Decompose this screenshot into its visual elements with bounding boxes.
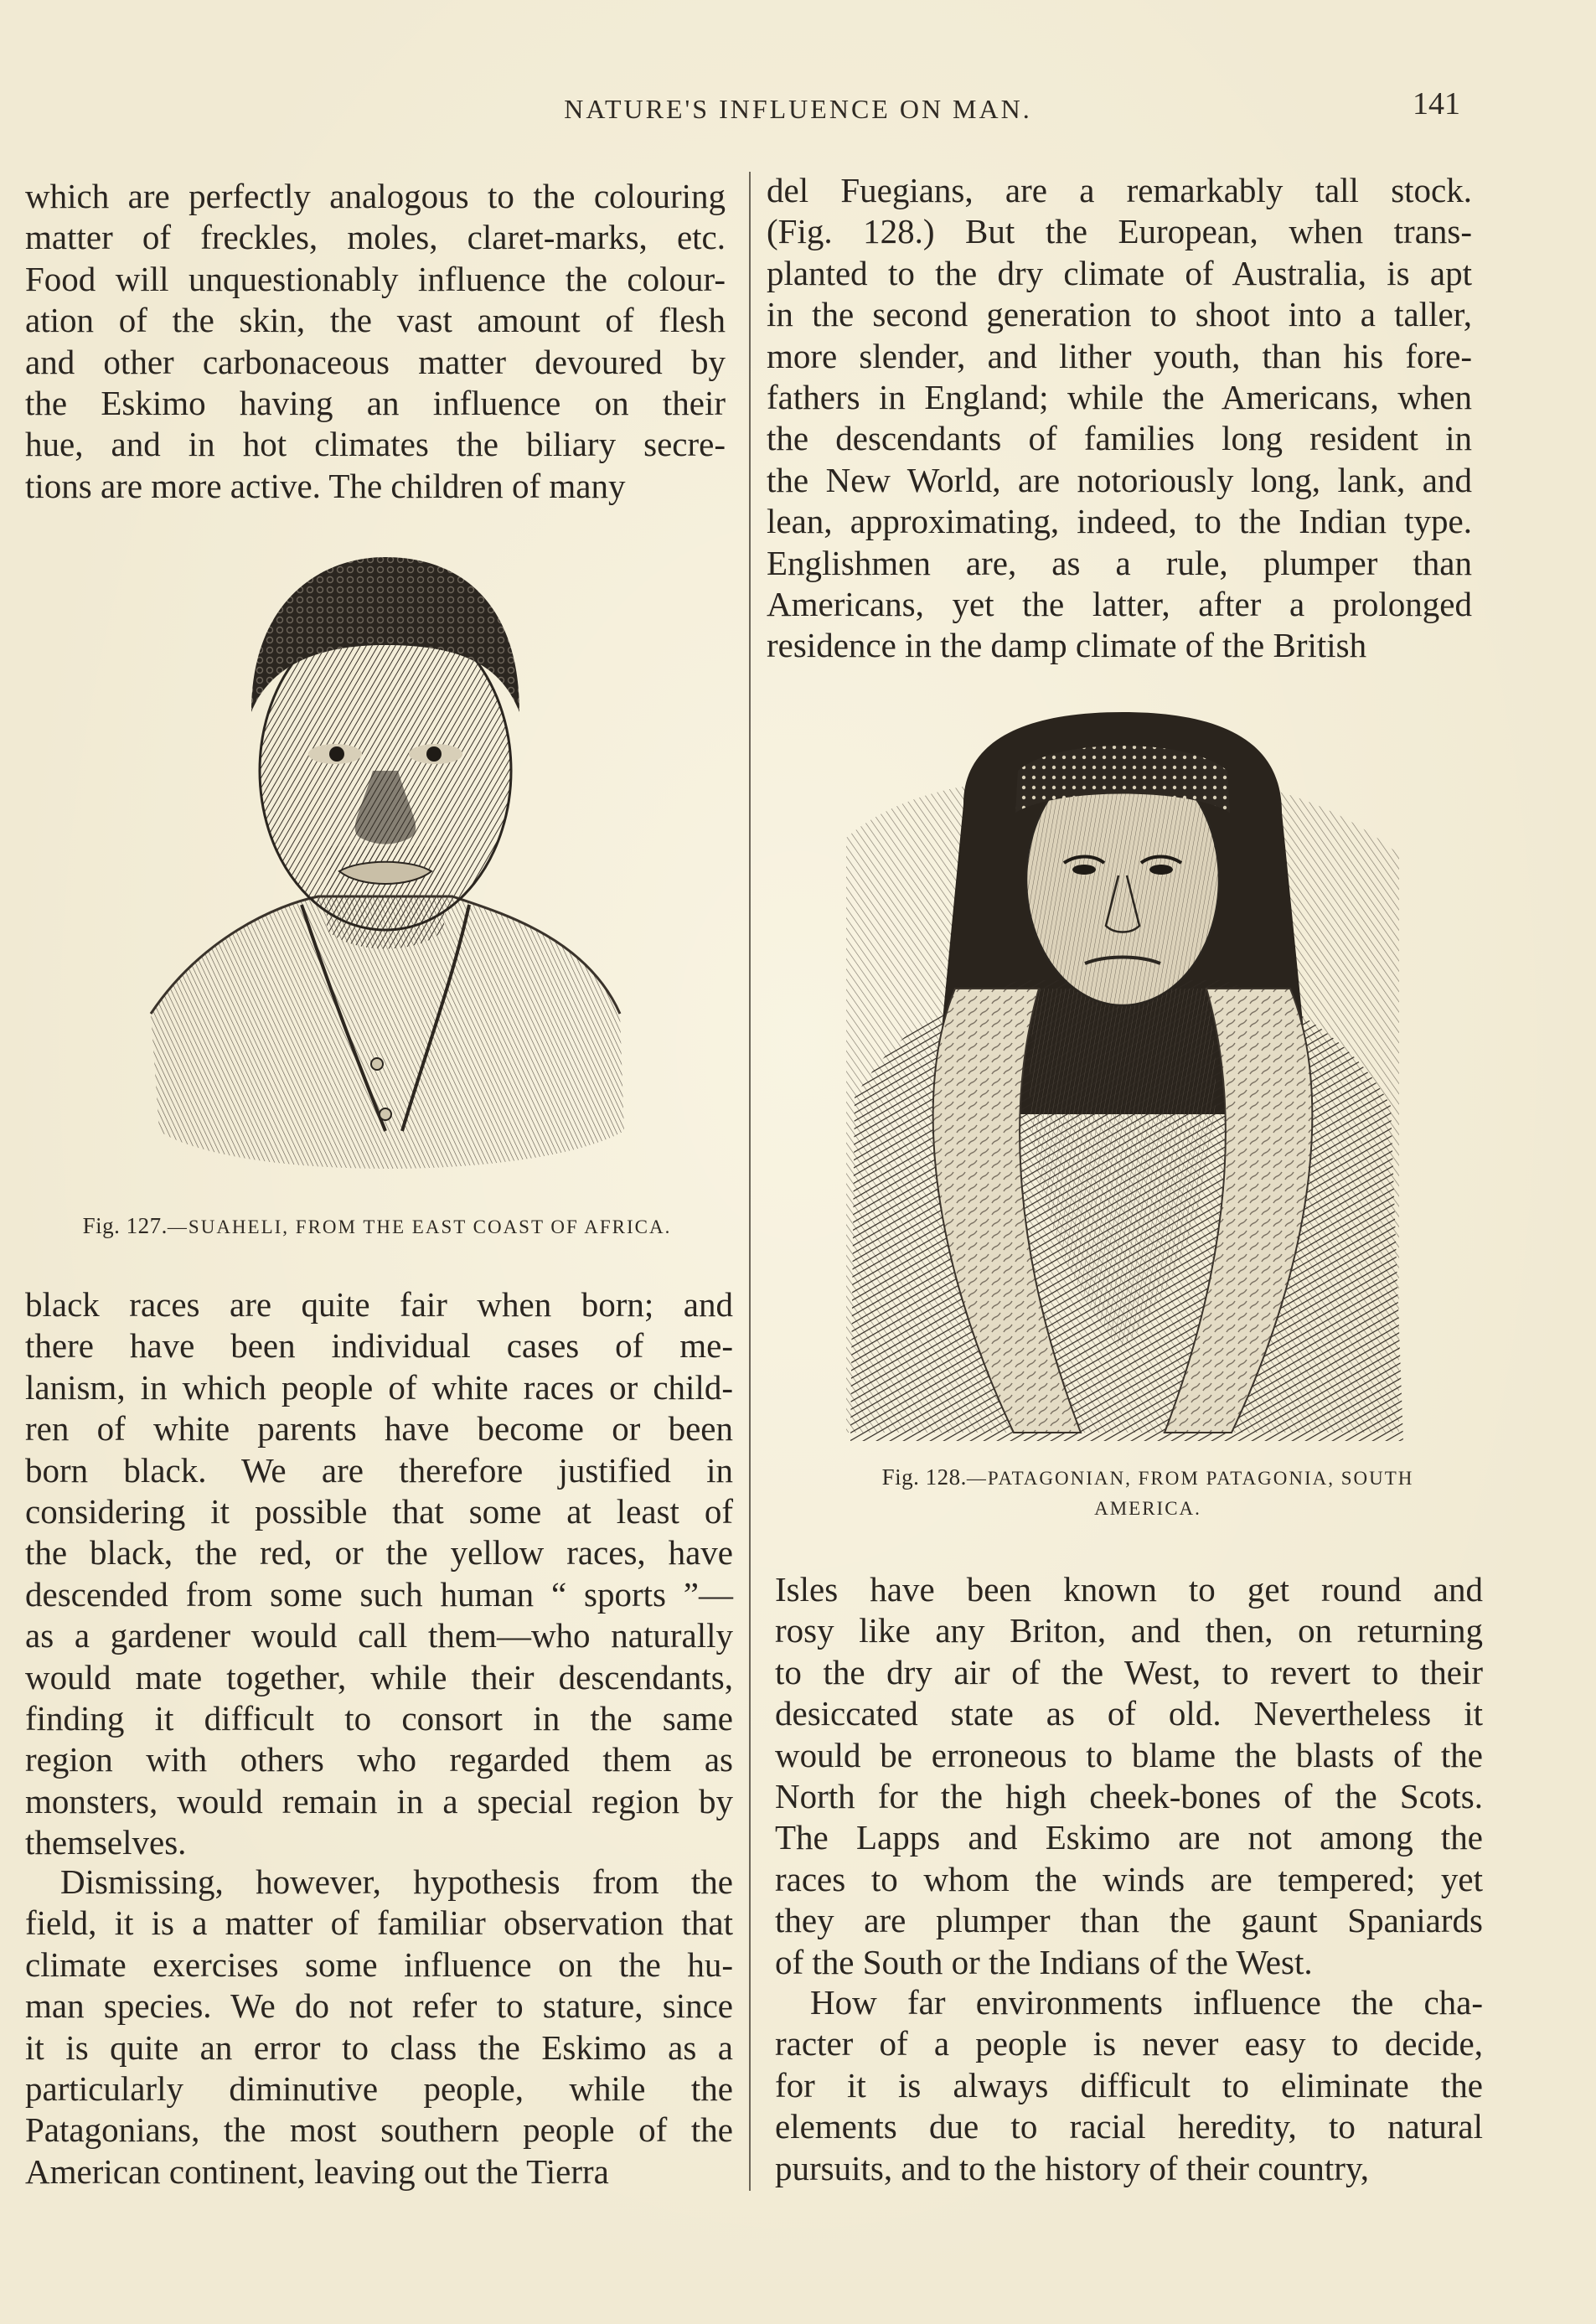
column-divider	[749, 172, 751, 2191]
text-line: pursuits, and to the history of their country,	[775, 2148, 1370, 2187]
text-line: (Fig. 128.) But the European, when trans-	[767, 212, 1472, 251]
text-line: black races are quite fair when born; and	[25, 1285, 733, 1324]
text-line: How far environments influence the cha-	[810, 1983, 1483, 2022]
left-paragraph-3	[25, 1862, 733, 2192]
figure-127-caption	[25, 1211, 729, 1242]
left-paragraph-1	[25, 176, 726, 507]
text-line: climate exercises some influence on the hu-	[25, 1944, 733, 1984]
text-line: The Lapps and Eskimo are not among the	[775, 1818, 1483, 1857]
figure-127-label: Fig. 127.	[82, 1213, 168, 1238]
text-line: Dismissing, however, hypothesis from the	[60, 1862, 733, 1901]
text-line: Patagonians, the most southern people of the	[25, 2110, 733, 2150]
figure-128-caption-line-1	[796, 1462, 1500, 1494]
text-line: of the South or the Indians of the West.	[775, 1942, 1313, 1981]
text-line: there have been individual cases of me-	[25, 1326, 733, 1366]
right-paragraph-3	[775, 1982, 1483, 2189]
text-line: desiccated state as of old. Nevertheless it	[775, 1694, 1483, 1733]
text-line: racter of a people is never easy to decide,	[775, 2024, 1483, 2063]
text-line: finding it difficult to consort in the same	[25, 1699, 733, 1738]
text-line: American continent, leaving out the Tierra	[25, 2151, 609, 2191]
text-line: which are perfectly analogous to the colouring	[25, 177, 726, 215]
text-line: for it is always difficult to eliminate the	[775, 2065, 1483, 2105]
text-line: region with others who regarded them as	[25, 1740, 733, 1779]
text-line: the descendants of families long resident in	[767, 419, 1472, 458]
text-line: Englishmen are, as a rule, plumper than	[767, 543, 1472, 582]
text-line: descended from some such human “ sports ”—	[25, 1574, 733, 1614]
text-line: particularly diminutive people, while the	[25, 2069, 733, 2109]
text-line: born black. We are therefore justified in	[25, 1450, 733, 1490]
text-line: rosy like any Briton, and then, on returning	[775, 1611, 1483, 1650]
figure-128-caption	[796, 1462, 1500, 1524]
text-line: in the second generation to shoot into a taller,	[767, 295, 1472, 334]
text-line: tions are more active. The children of many	[25, 466, 626, 505]
text-line: monsters, would remain in a special region by	[25, 1781, 733, 1820]
text-line: the Eskimo having an influence on their	[25, 384, 726, 423]
figure-127-title: —SUAHELI, FROM THE EAST COAST OF AFRICA.	[167, 1216, 672, 1237]
text-line: considering it possible that some at least of	[25, 1492, 733, 1531]
text-line: matter of freckles, moles, claret-marks, etc.	[25, 218, 726, 257]
text-line: as a gardener would call them—who naturally	[25, 1616, 733, 1655]
text-line: races to whom the winds are tempered; yet	[775, 1859, 1483, 1898]
text-line: field, it is a matter of familiar observation that	[25, 1903, 733, 1943]
text-line: elements due to racial heredity, to natural	[775, 2107, 1483, 2146]
text-line: lean, approximating, indeed, to the Indian type.	[767, 502, 1472, 541]
text-line: Americans, yet the latter, after a prolonged	[767, 585, 1472, 624]
text-line: Food will unquestionably influence the colour-	[25, 259, 726, 298]
right-paragraph-1	[767, 170, 1472, 667]
text-line: North for the high cheek-bones of the Scots.	[775, 1777, 1483, 1816]
right-paragraph-2	[775, 1569, 1483, 1983]
page-number: 141	[1413, 86, 1460, 121]
text-line: the black, the red, or the yellow races, have	[25, 1533, 733, 1573]
figure-128-engraving	[838, 712, 1407, 1449]
text-line: fathers in England; while the Americans, when	[767, 378, 1472, 417]
figure-128-title: —PATAGONIAN, FROM PATAGONIA, SOUTH	[966, 1468, 1414, 1489]
text-line: hue, and in hot climates the biliary secre-	[25, 425, 726, 464]
text-line: planted to the dry climate of Australia, is apt	[767, 253, 1472, 292]
text-line: it is quite an error to class the Eskimo as a	[25, 2027, 733, 2067]
text-line: residence in the damp climate of the British	[767, 626, 1367, 665]
text-line: to the dry air of the West, to revert to their	[775, 1652, 1483, 1691]
text-line: more slender, and lither youth, than his fore-	[767, 336, 1472, 375]
text-line: ation of the skin, the vast amount of flesh	[25, 301, 726, 340]
text-line: themselves.	[25, 1823, 187, 1862]
text-line: del Fuegians, are a remarkably tall stock.	[767, 171, 1472, 209]
text-line: the New World, are notoriously long, lank, and	[767, 460, 1472, 499]
running-head: NATURE'S INFLUENCE ON MAN.	[564, 94, 1032, 124]
text-line: they are plumper than the gaunt Spaniards	[775, 1901, 1483, 1940]
left-paragraph-2	[25, 1284, 733, 1864]
text-line: ren of white parents have become or been	[25, 1409, 733, 1449]
figure-128-caption-line-2: AMERICA.	[1094, 1498, 1201, 1519]
text-line: man species. We do not refer to stature, since	[25, 1986, 733, 2026]
patagonian-portrait-illustration	[838, 712, 1407, 1449]
text-line: would mate together, while their descendants,	[25, 1657, 733, 1697]
suaheli-portrait-illustration	[134, 545, 628, 1181]
text-line: would be erroneous to blame the blasts of the	[775, 1735, 1483, 1774]
text-line: and other carbonaceous matter devoured by	[25, 342, 726, 381]
text-line: lanism, in which people of white races or child-	[25, 1367, 733, 1407]
figure-128-label: Fig. 128.	[881, 1464, 967, 1490]
figure-127-engraving	[134, 545, 628, 1181]
text-line: Isles have been known to get round and	[775, 1570, 1483, 1609]
